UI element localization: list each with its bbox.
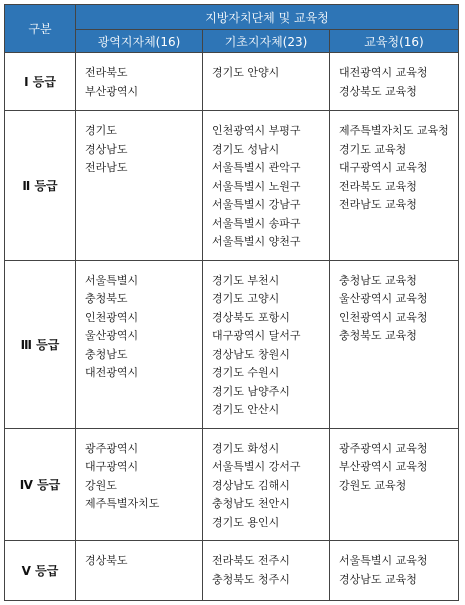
list-item: 경상남도 교육청: [339, 572, 417, 586]
list-item: 경기도 안양시: [212, 66, 280, 79]
header-group: 지방자치단체 및 교육청: [76, 5, 459, 30]
header-column-basic: 기초지자체(23): [203, 30, 330, 53]
grade-label: Ⅴ 등급: [5, 541, 76, 601]
list-item: 경상남도: [85, 142, 128, 156]
list-item: 전라북도: [85, 66, 128, 79]
list-item: 서울특별시 노원구: [212, 179, 301, 193]
list-item: 대전광역시 교육청: [339, 66, 428, 79]
list-item: 경기도: [85, 124, 117, 137]
header-column-regional: 광역지자체(16): [76, 30, 203, 53]
regional-list: [76, 260, 203, 428]
list-item: 대구광역시 교육청: [339, 161, 428, 174]
basic-list: [203, 541, 330, 601]
list-item: 경기도 화성시: [212, 441, 280, 455]
education-list: [330, 428, 459, 541]
table-row: [5, 53, 459, 111]
basic-list: [203, 53, 330, 111]
list-item: 충청남도: [85, 347, 128, 361]
grade-label: Ⅳ 등급: [5, 428, 76, 541]
regional-list: [76, 53, 203, 111]
list-item: 경기도 안산시: [212, 403, 280, 416]
list-item: 인천광역시: [85, 310, 139, 324]
grade-label: Ⅲ 등급: [5, 260, 76, 428]
list-item: 경상북도 포항시: [212, 310, 290, 324]
list-item: 전라남도 교육청: [339, 198, 417, 211]
table-row: [5, 428, 459, 541]
list-item: 충청남도 천안시: [212, 497, 290, 510]
list-item: 서울특별시 송파구: [212, 216, 301, 230]
list-item: 경상남도 창원시: [212, 347, 290, 361]
list-item: 전라남도: [85, 161, 128, 174]
list-item: 대구광역시 달서구: [212, 329, 301, 342]
basic-list: [203, 260, 330, 428]
list-item: 서울특별시 관악구: [212, 161, 301, 174]
header-row-group: [5, 5, 459, 30]
basic-list: [203, 428, 330, 541]
table-row: [5, 541, 459, 601]
table-row: [5, 111, 459, 261]
list-item: 경기도 수원시: [212, 366, 280, 379]
list-item: 서울특별시 강서구: [212, 460, 301, 473]
list-item: 제주특별자치도 교육청: [339, 124, 449, 137]
list-item: 인천광역시 부평구: [212, 124, 301, 137]
list-item: 서울특별시: [85, 273, 139, 287]
list-item: 경기도 용인시: [212, 515, 280, 529]
list-item: 경상남도 김해시: [212, 478, 290, 492]
list-item: 전라북도 전주시: [212, 554, 290, 567]
header-category: 구분: [5, 5, 76, 53]
education-list: [330, 111, 459, 261]
list-item: 광주광역시: [85, 441, 139, 455]
list-item: 충청북도: [85, 292, 128, 305]
list-item: 경상북도 교육청: [339, 84, 417, 98]
education-list: [330, 541, 459, 601]
list-item: 전라북도 교육청: [339, 179, 417, 193]
list-item: 부산광역시 교육청: [339, 460, 428, 473]
list-item: 대전광역시: [85, 366, 139, 379]
list-item: 경상북도: [85, 554, 128, 567]
list-item: 대구광역시: [85, 460, 139, 473]
list-item: 경기도 부천시: [212, 273, 280, 287]
list-item: 경기도 교육청: [339, 142, 407, 156]
list-item: 인천광역시 교육청: [339, 310, 428, 324]
header-column-education: 교육청(16): [330, 30, 459, 53]
regional-list: [76, 428, 203, 541]
list-item: 강원도: [85, 478, 117, 492]
regional-list: [76, 541, 203, 601]
list-item: 서울특별시 강남구: [212, 198, 301, 211]
regional-list: [76, 111, 203, 261]
list-item: 경기도 고양시: [212, 292, 280, 305]
table-row: [5, 260, 459, 428]
list-item: 울산광역시: [85, 329, 139, 342]
basic-list: [203, 111, 330, 261]
list-item: 제주특별자치도: [85, 497, 160, 510]
grade-label: Ⅱ 등급: [5, 111, 76, 261]
list-item: 울산광역시 교육청: [339, 292, 428, 305]
list-item: 광주광역시 교육청: [339, 441, 428, 455]
education-list: [330, 260, 459, 428]
list-item: 강원도 교육청: [339, 478, 407, 492]
list-item: 충청남도 교육청: [339, 273, 417, 287]
list-item: 경기도 성남시: [212, 142, 280, 156]
list-item: 서울특별시 양천구: [212, 235, 301, 248]
list-item: 충청북도 교육청: [339, 329, 417, 342]
grade-label: Ⅰ 등급: [5, 53, 76, 111]
list-item: 서울특별시 교육청: [339, 554, 428, 567]
grade-table: [4, 4, 459, 601]
education-list: [330, 53, 459, 111]
list-item: 경기도 남양주시: [212, 384, 290, 398]
list-item: 부산광역시: [85, 84, 139, 98]
list-item: 충청북도 청주시: [212, 572, 290, 586]
